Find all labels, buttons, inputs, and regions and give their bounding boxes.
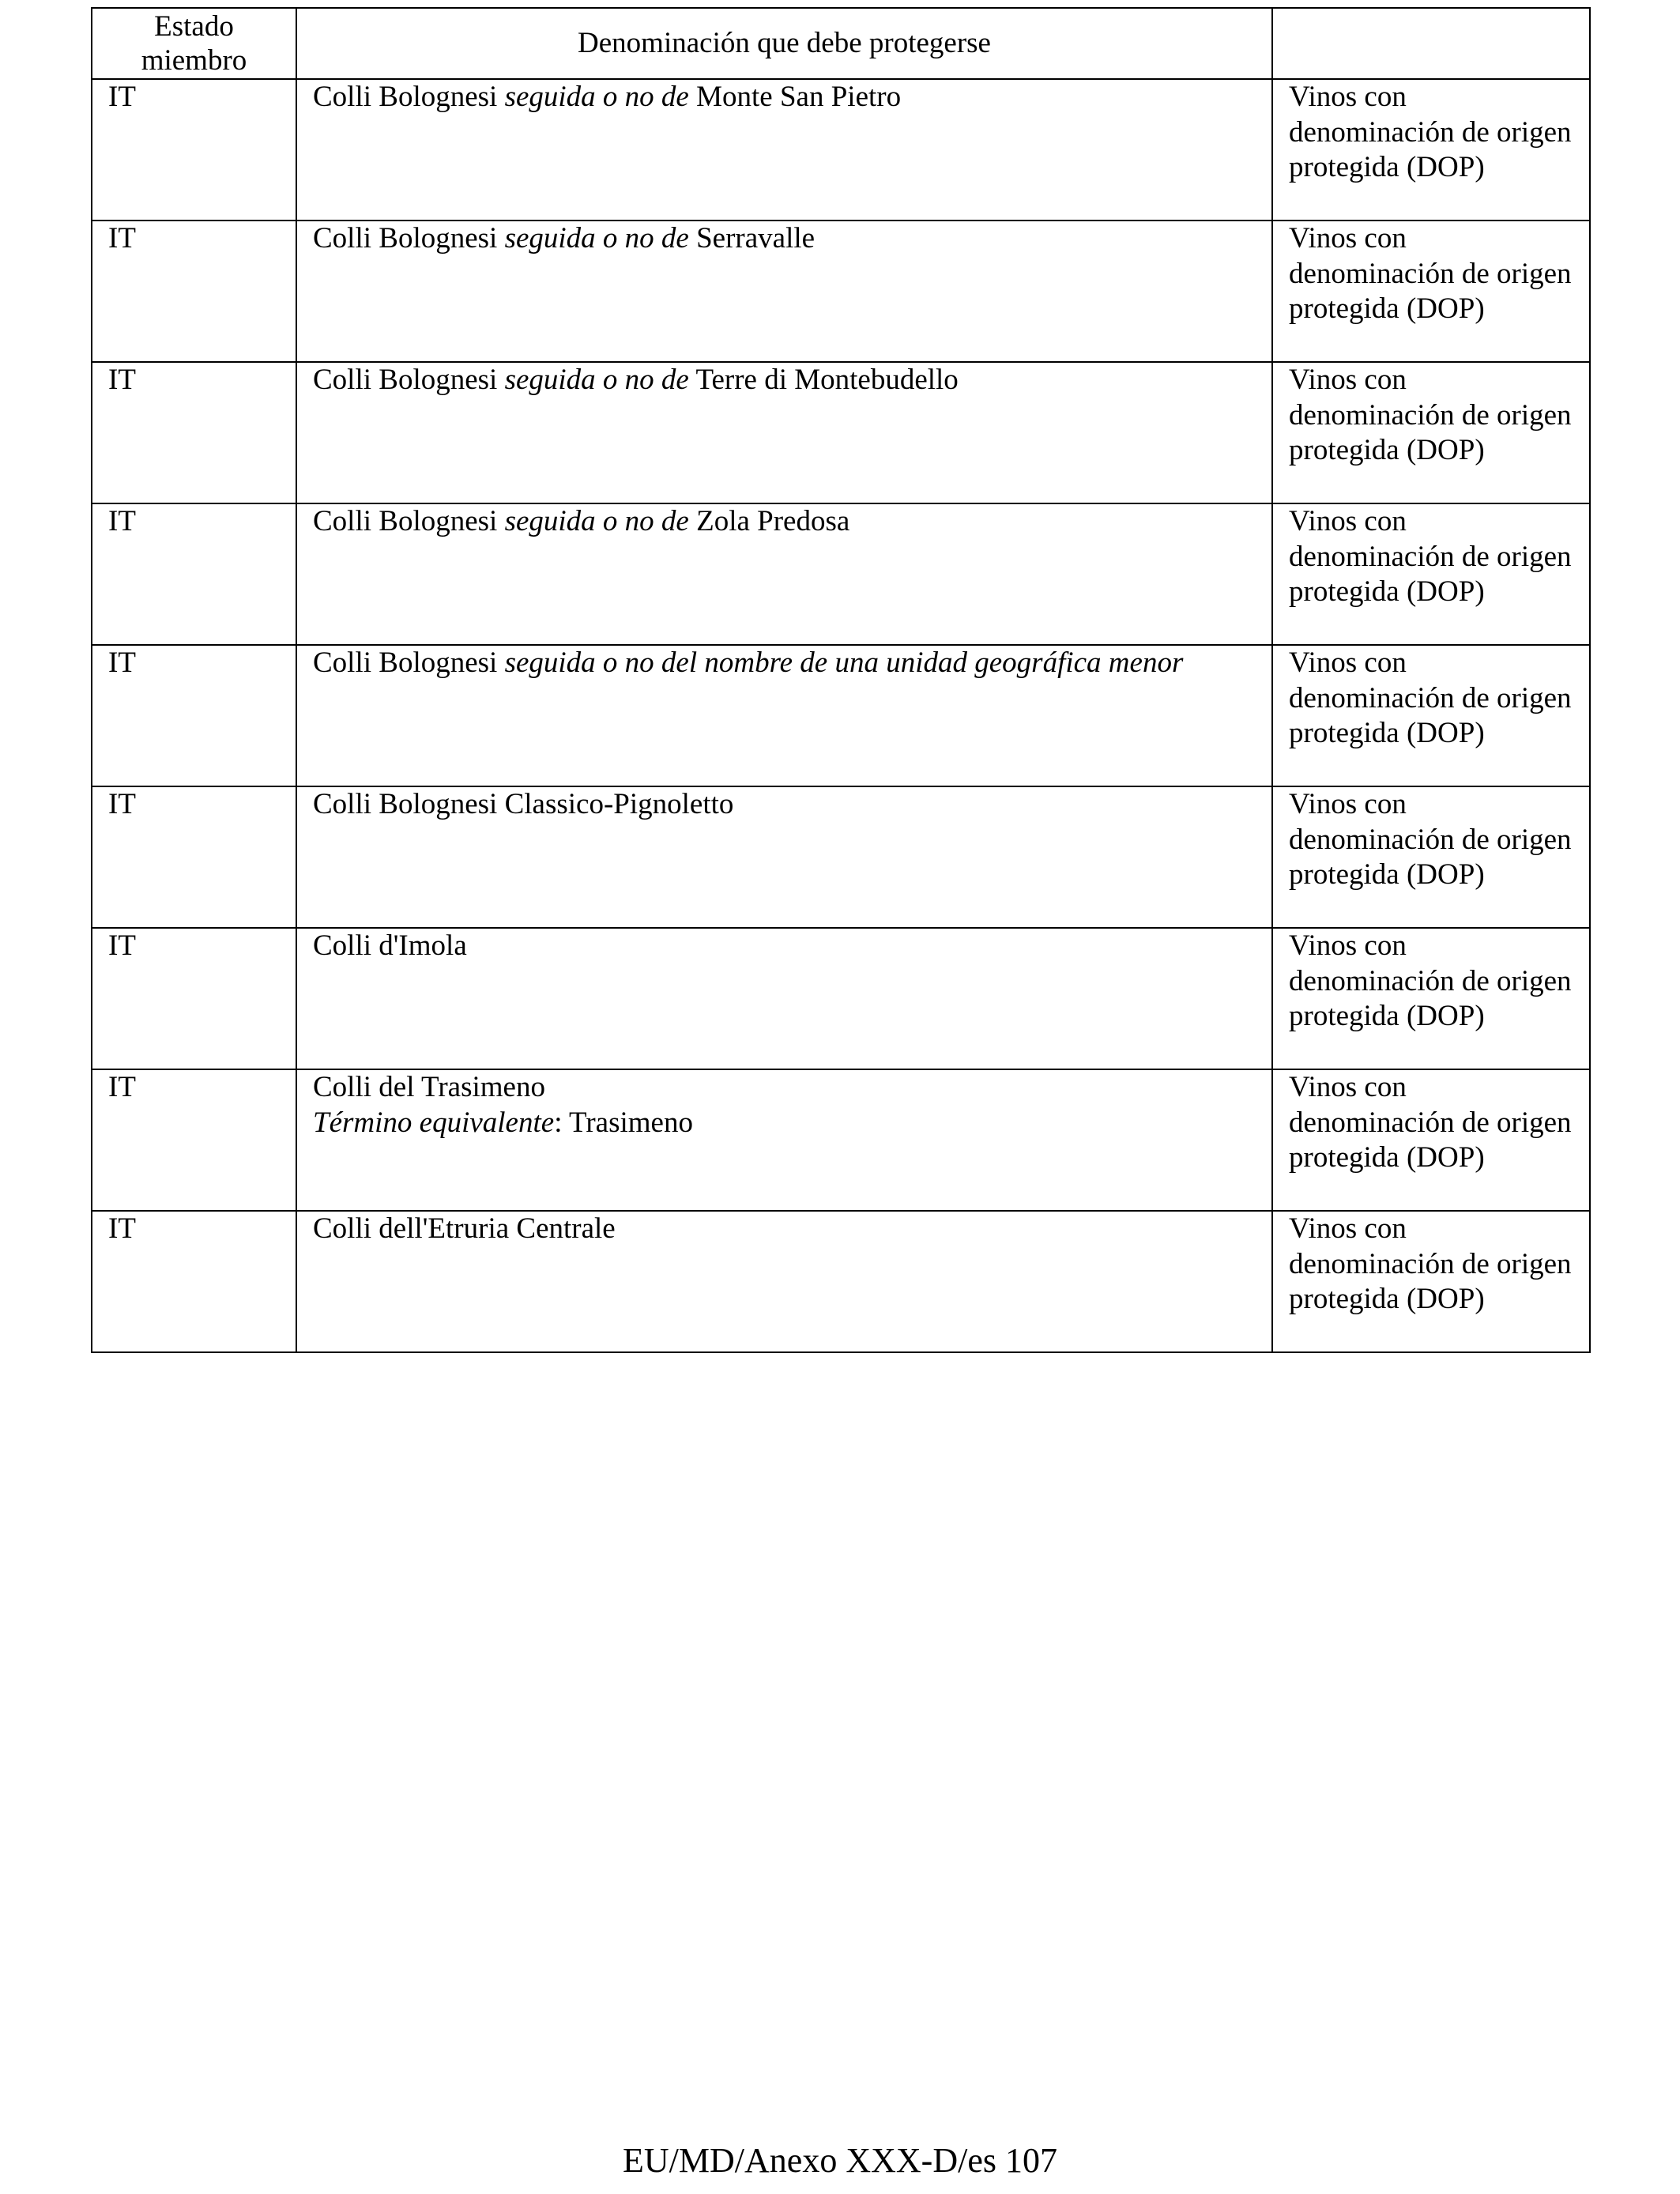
denomination-segment: seguida o no de <box>504 364 689 396</box>
denomination-segment: Monte San Pietro <box>688 81 902 113</box>
equivalent-term-line <box>313 1106 1257 1141</box>
table-header <box>92 8 1590 79</box>
cell-state: IT <box>92 79 296 221</box>
cell-category: Vinos con denominación de origen protegida (DOP) <box>1272 1211 1590 1352</box>
denomination-segment: Colli Bolognesi <box>313 505 505 537</box>
denomination-line <box>313 787 1257 823</box>
table-row <box>92 503 1590 645</box>
cell-state: IT <box>92 645 296 786</box>
table-body <box>92 79 1590 1352</box>
cell-state: IT <box>92 362 296 503</box>
cell-category: Vinos con denominación de origen protegida (DOP) <box>1272 645 1590 786</box>
cell-state: IT <box>92 503 296 645</box>
table-row <box>92 362 1590 503</box>
denomination-line <box>313 646 1257 681</box>
cell-category: Vinos con denominación de origen protegida (DOP) <box>1272 786 1590 928</box>
denomination-segment: Colli del Trasimeno <box>313 1071 545 1103</box>
denomination-segment: Colli Bolognesi <box>313 222 505 254</box>
denomination-line <box>313 363 1257 398</box>
cell-state: IT <box>92 928 296 1069</box>
denomination-line <box>313 1070 1257 1106</box>
denomination-line <box>313 929 1257 964</box>
table-row <box>92 786 1590 928</box>
table-row <box>92 79 1590 221</box>
cell-category: Vinos con denominación de origen protegida (DOP) <box>1272 1069 1590 1211</box>
cell-denomination <box>296 1211 1272 1352</box>
cell-category: Vinos con denominación de origen protegida (DOP) <box>1272 928 1590 1069</box>
denomination-segment: seguida o no del nombre de una unidad geográfica menor <box>504 647 1184 679</box>
cell-category: Vinos con denominación de origen protegida (DOP) <box>1272 503 1590 645</box>
denomination-segment: Serravalle <box>688 222 816 254</box>
header-denomination: Denominación que debe protegerse <box>296 8 1272 79</box>
cell-state: IT <box>92 1069 296 1211</box>
denomination-segment: Colli dell'Etruria Centrale <box>313 1212 616 1245</box>
page-footer: EU/MD/Anexo XXX-D/es 107 <box>623 2141 1057 2180</box>
table-row <box>92 221 1590 362</box>
cell-category: Vinos con denominación de origen protegida (DOP) <box>1272 362 1590 503</box>
denomination-segment: Zola Predosa <box>688 505 850 537</box>
cell-denomination <box>296 362 1272 503</box>
table-row <box>92 1069 1590 1211</box>
table-row <box>92 645 1590 786</box>
cell-denomination <box>296 786 1272 928</box>
header-row <box>92 8 1590 79</box>
denomination-segment: Colli Bolognesi <box>313 81 505 113</box>
cell-state: IT <box>92 221 296 362</box>
cell-category: Vinos con denominación de origen protegida (DOP) <box>1272 221 1590 362</box>
table-row <box>92 1211 1590 1352</box>
cell-denomination <box>296 503 1272 645</box>
cell-state: IT <box>92 786 296 928</box>
denomination-segment: Colli d'Imola <box>313 929 467 962</box>
equivalent-term-value: : Trasimeno <box>554 1106 693 1139</box>
cell-denomination <box>296 645 1272 786</box>
denomination-segment: seguida o no de <box>504 222 689 254</box>
cell-category: Vinos con denominación de origen protegida (DOP) <box>1272 79 1590 221</box>
denominations-table <box>91 7 1591 1353</box>
denomination-segment: Terre di Montebudello <box>688 364 959 396</box>
denomination-line <box>313 80 1257 115</box>
denomination-segment: Colli Bolognesi Classico-Pignoletto <box>313 788 734 820</box>
cell-denomination <box>296 221 1272 362</box>
table-row <box>92 928 1590 1069</box>
header-state: Estado miembro <box>92 8 296 79</box>
denomination-segment: seguida o no de <box>504 505 689 537</box>
cell-denomination <box>296 1069 1272 1211</box>
cell-denomination <box>296 928 1272 1069</box>
cell-denomination <box>296 79 1272 221</box>
denomination-line <box>313 1212 1257 1247</box>
denomination-line <box>313 221 1257 257</box>
denomination-line <box>313 504 1257 540</box>
equivalent-term-label: Término equivalente <box>313 1106 555 1139</box>
denomination-segment: seguida o no de <box>504 81 689 113</box>
denomination-segment: Colli Bolognesi <box>313 364 505 396</box>
header-category <box>1272 8 1590 79</box>
denomination-segment: Colli Bolognesi <box>313 647 505 679</box>
cell-state: IT <box>92 1211 296 1352</box>
